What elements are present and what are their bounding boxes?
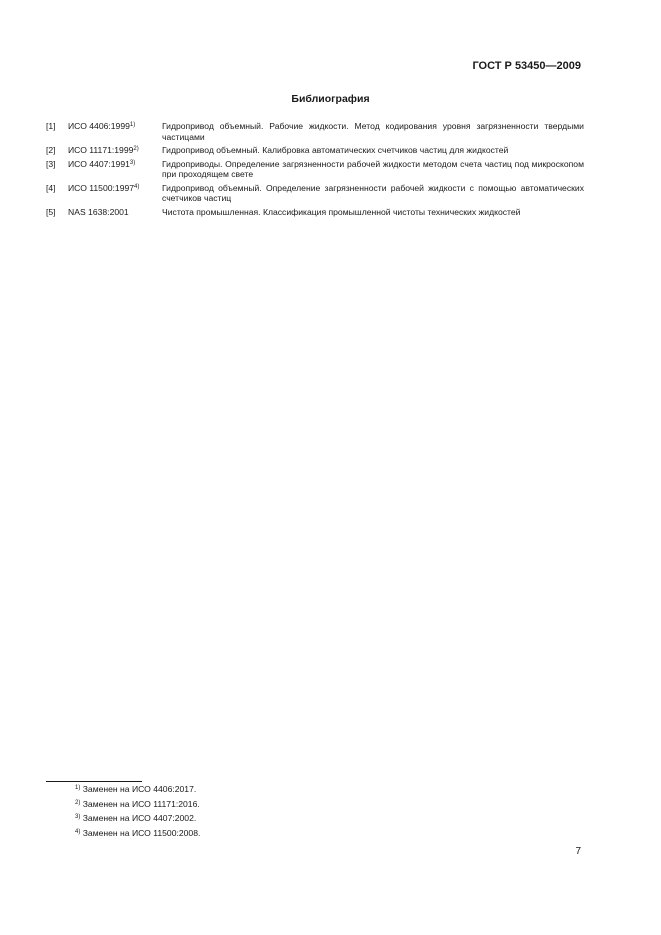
bibliography-entry	[46, 145, 584, 156]
entry-reference	[68, 183, 162, 204]
entry-description: Чистота промышленная. Классификация промышленной чистоты технических жидкостей	[162, 206, 521, 217]
entry-number: [3]	[46, 158, 56, 169]
entry-number: [4]	[46, 182, 56, 193]
footnote-marker: 3)	[129, 159, 136, 166]
bibliography-entry	[46, 159, 584, 180]
bibliography-title: Библиография	[291, 93, 370, 105]
footnote-marker: 1)	[75, 785, 81, 791]
footnote-text: Заменен на ИСО 11171:2016.	[82, 798, 200, 809]
entry-number: [5]	[46, 206, 56, 217]
entry-reference-code: NAS 1638:2001	[68, 206, 129, 217]
footnote-text: Заменен на ИСО 4407:2002.	[82, 813, 197, 823]
document-code-header: ГОСТ Р 53450—2009	[472, 60, 581, 72]
footnote	[75, 813, 200, 828]
entry-description: Гидропривод объемный. Калибровка автоматических счетчиков частиц для жидкостей	[162, 145, 509, 155]
footnote-text: Заменен на ИСО 4406:2017.	[82, 784, 197, 794]
entry-number: [2]	[46, 145, 56, 155]
footnote-marker: 2)	[75, 799, 81, 806]
bibliography-list	[46, 121, 584, 220]
entry-reference-code: ИСО 4407:1991	[68, 158, 130, 169]
footnote	[75, 784, 200, 799]
footnote-marker: 4)	[75, 828, 81, 835]
entry-reference-code: ИСО 4406:1999	[68, 121, 130, 131]
bibliography-entry	[46, 207, 584, 218]
footnote-marker: 4)	[134, 183, 140, 190]
entry-reference	[68, 121, 162, 142]
footnote	[75, 828, 200, 843]
footnote	[75, 799, 200, 814]
entry-number: [1]	[46, 121, 56, 131]
bibliography-entry	[46, 183, 584, 204]
footnote-text: Заменен на ИСО 11500:2008.	[82, 827, 201, 838]
entry-description: Гидропривод объемный. Определение загрязненности рабочей жидкости с помощью автоматических счетчиков частиц	[162, 182, 584, 203]
footnote-marker: 1)	[129, 122, 136, 128]
page-number: 7	[575, 846, 581, 857]
footnote-separator	[46, 781, 142, 782]
footnotes	[75, 784, 200, 842]
entry-reference	[68, 145, 162, 156]
entry-reference	[68, 159, 162, 180]
entry-reference-code: ИСО 11171:1999	[68, 145, 134, 155]
bibliography-entry	[46, 121, 584, 142]
footnote-marker: 2)	[133, 146, 139, 152]
footnote-marker: 3)	[75, 814, 81, 820]
entry-description: Гидропривод объемный. Рабочие жидкости. Метод кодирования уровня загрязненности твердыми частицами	[162, 121, 584, 142]
entry-reference-code: ИСО 11500:1997	[68, 182, 135, 193]
entry-reference	[68, 207, 162, 218]
entry-description: Гидроприводы. Определение загрязненности рабочей жидкости методом счета частиц под микроскопом при проходящем свете	[162, 158, 584, 179]
